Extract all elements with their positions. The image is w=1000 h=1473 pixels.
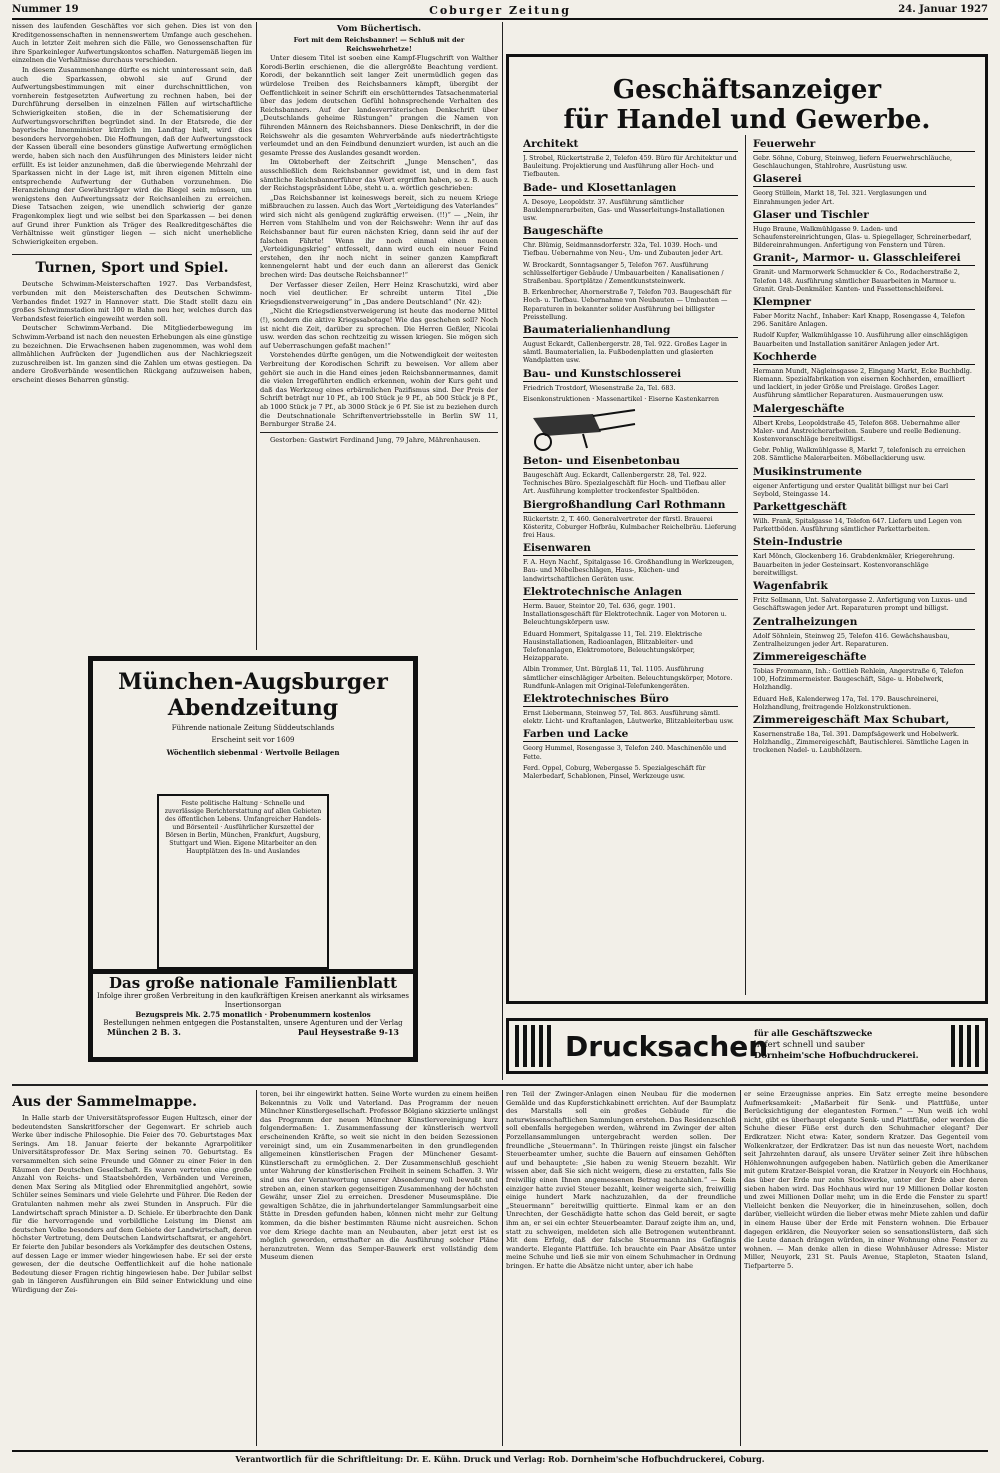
article-paragraph: nissen des laufenden Geschäftes vor sich gehen. Dies ist von den Kreditgenossenschaften in nennenswertem Umfange auch geschehen. Auch in letzter Zeit mehren sich die Fälle, wo Genossenschaften für ihre Sparkeinleger Aufwertungskontos schaffen. Naturgemäß liegen im einzelnen die Verhältnisse durchaus verschieden.	[12, 22, 252, 65]
directory-section-heading: Kochherde	[753, 351, 975, 365]
banner-title: Drucksachen	[565, 1030, 769, 1063]
directory-section-heading: Elektrotechnisches Büro	[523, 693, 738, 707]
directory-entry: Faber Moritz Nachf., Inhaber: Karl Knapp, Rosengasse 4, Telefon 296. Sanitäre Anlagen.	[753, 312, 965, 329]
directory-entry: Eduard Hommert, Spitalgasse 11, Tel. 219. Elektrische Hausinstallationen, Radioanlagen, Blitzableiter- und Telefonanlagen, Elektromotore, Beleuchtungskörper, Heizapparate.	[523, 629, 702, 663]
column-divider	[256, 1090, 257, 1446]
directory-entry: Hermann Mundt, Nägleinsgasse 2, Eingang Markt, Ecke Buchbdlg. Riemann. Spezialfabrikation von eisernen Kochherden, emailliert und lackiert, in jeder Größe und Preislage. Großes Lager. Ausführung sämtlicher Reparaturen. Ausmauerungen usw.	[753, 366, 972, 400]
sammelmappe-col-3	[506, 1090, 736, 1446]
ad-tagline: Führende nationale Zeitung Süddeutschlands	[171, 724, 335, 732]
directory-entry: F. A. Heyn Nachf., Spitalgasse 16. Großhandlung in Werkzeugen, Bau- und Möbelbeschlägen, Haus-, Küchen- und landwirtschaftlichen Geräten usw.	[523, 558, 735, 583]
directory-entry: B. Erkenbrecher, Ahornerstraße 7, Telefon 703. Baugeschäft für Hoch- u. Tiefbau. Uebernahme von Neubauten — Umbauten — Reparaturen in bekannter solider Ausführung bei billigster Preisstellung.	[523, 288, 732, 321]
column-1	[12, 22, 252, 650]
imprint-footer: Verantwortlich für die Schriftleitung: Dr. E. Kühn. Druck und Verlag: Rob. Dornheim'sche Hofbuchdruckerei, Coburg.	[12, 1450, 988, 1468]
directory-entry: Karl Mönch, Glockenberg 16. Grabdenkmäler, Kriegerehrung. Bauarbeiten in jeder Gesteinsart. Kostenvoranschläge bereitwilligst.	[753, 552, 955, 577]
directory-entry: Rückertstr. 2, T. 460. Generalvertreter der fürstl. Brauerei Kösteritz, Coburger Hofbräu, Kulmbacher Reichelbräu. Lieferung frei Haus.	[523, 514, 737, 540]
banner-stripe	[515, 1025, 519, 1067]
banner-stripe	[975, 1025, 979, 1067]
issue-date: 24. Januar 1927	[898, 4, 988, 15]
directory-section-heading: Feuerwehr	[753, 138, 975, 152]
directory-entry: Eduard Heß, Kalenderweg 17a, Tel. 179. Bauschreinerei, Holzhandlung, freitragende Holzkonstruktionen.	[753, 694, 939, 711]
article-paragraph: ren Teil der Zwinger-Anlagen einen Neubau für die modernen Gemälde und das Kupferstichkabinett errichten. Auf der Baumplatz des Marstalls soll ein großes Gebäude für die naturwissenschaftlichen Sammlungen erstehen. Das Residenzschloß soll ebenfalls hergegeben werden, während im Zwinger der alten Porzellansammlungen untergebracht werden sollen. Der freundliche „Steuermann“. In Thüringen reiste jüngst ein falscher Steuerbeamter umher, suchte die Bauern auf einsamen Gehöften auf und behauptete: „Sie haben zu wenig Steuern bezahlt. Wir wissen aber, daß Sie sich nicht weigern, diese zu erstatten, falls Sie freiwillig einen Ihnen angemessenen Betrag nachzahlen.“ — Kein einziger hatte zuviel Steuer bezahlt, keiner weigerte sich, freiwillig einige hundert Mark nachzuzahlen, da der freundliche „Steuermann“ bereitwillig quittierte. Einmal kam er an den Unrechten, der Geschädigte hatte schon das Geld bereit, er sagte ihm an, er sei ein echter Steuerbeamter. Darauf zeigte ihm an, und, statt zu schweigen, meldeten sich alle Betrogenen wutentbrannt. Mit dem Erfolg, daß der falsche Steuermann ins Gefängnis wanderte. Elegante Plattfüße. Ich brauchte ein Paar Absätze unter meine Schuhe und ließ sie mir von einem Schuhmacher in Ordnung bringen. Er hatte die Absätze nicht unter, aber ich habe	[506, 1090, 736, 1270]
ad-title-2: Abendzeitung	[167, 695, 339, 721]
sammelmappe-heading: Aus der Sammelmappe.	[12, 1094, 198, 1110]
directory-entry: Granit- und Marmorwerk Schmuckler & Co., Rodacherstraße 2, Telefon 148. Ausführung sämtlicher Bauarbeiten in Marmor u. Granit. Grab-Denkmäler. Kanten- und Fassettenschleiferei.	[753, 268, 960, 293]
column-divider	[740, 1090, 741, 1446]
sammelmappe-col-1	[12, 1090, 252, 1446]
directory-section-heading: Malergeschäfte	[753, 403, 975, 417]
wheelbarrow-illustration	[523, 406, 738, 452]
directory-entry: Baugeschäft Aug. Eckardt, Callenbergerstr. 28, Tel. 922. Technisches Büro. Spezialgeschäft für Hoch- und Tiefbau aller Art. Ausführung kompletter trockenfester Spaltböden.	[523, 471, 726, 496]
banner-line-2: liefert schnell und sauber	[754, 1040, 865, 1050]
muenchen-augsburger-ad	[88, 656, 418, 974]
article-subtitle: Fort mit dem Reichsbanner! — Schluß mit der Reichswehrhetze!	[293, 36, 465, 53]
article-paragraph: toren, bei ihr eingewirkt hatten. Seine Worte wurden zu einem heißen Bekenntnis zu Volk und Vaterland. Das Programm der neuen Münchner Künstlergesellschaft. Professor Bölgiano skizzierte unlängst das Programm der neuen Münchner Künstlervereinigung kurz folgendermaßen: 1. Zusammenfassung der künstlerisch wertvoll erscheinenden Kräfte, so weit sie nicht in den beiden Sezessionen vereinigt sind, um ein Zusammenarbeiten in den grundlegenden allgemeinen künstlerischen Fragen der Münchener Gesamt-Künstlerschaft zu ermöglichen. 2. Der Zusammenschluß geschieht unter Wahrung der künstlerischen Freiheit in seinem Schaffen. 3. Wir sind uns der Verantwortung unserer Absonderung voll bewußt und streben an, einen starken gegenseitigen Zusammenhang der höchsten Gewähr, unser Ziel zu erreichen. Dresdener Museumspläne. Die gewaltigen Schätze, die in jahrhundertelanger Sammlungsarbeit eine Stätte in Dresden gefunden haben, können nicht mehr zur Geltung kommen, da die bisher bestimmten Räume nicht ausreichen. Schon vor dem Kriege dachte man an Neubauten, aber jetzt erst ist es möglich geworden, ernsthafter an die Ausführung solcher Pläne heranzutreten. Wenn das Semper-Bauwerk erst vollständig dem Museum dienen	[260, 1090, 498, 1262]
ad-since: Erscheint seit vor 1609	[211, 736, 295, 744]
directory-entry: Adolf Söhnlein, Steinweg 25, Telefon 416. Gewächshausbau, Zentralheizungen jeder Art. Reparaturen.	[753, 631, 950, 648]
obituary-notice: Gestorben: Gastwirt Ferdinand Jung, 79 Jahre, Mährenhausen.	[270, 435, 481, 444]
article-paragraph: Der Verfasser dieser Zeilen, Herr Heinz Kraschutzki, wird aber noch viel deutlicher. Er schreibt unterm Titel „Die Kriegsdienstverweigerung“ in „Das andere Deutschland“ (Nr. 42):	[260, 280, 498, 306]
directory-entry: Georg Hummel, Rosengasse 3, Telefon 240. Maschinenöle und Fette.	[523, 744, 727, 761]
directory-entry: Herm. Bauer, Steintor 20, Tel. 636, gegr. 1901. Installationsgeschäft für Elektrotechnik. Lager von Motoren u. Beleuchtungskörpern usw.	[523, 601, 727, 627]
directory-section-heading: Klempner	[753, 296, 975, 310]
section-heading: Vom Büchertisch.	[336, 24, 422, 34]
directory-section-heading: Zimmereigeschäft Max Schubart,	[753, 714, 975, 728]
ad-street: Paul Heysestraße 9-13	[297, 1027, 399, 1037]
article-quote: „Nicht die Kriegsdienstverweigerung ist heute das moderne Mittel (!), sondern die aktive Kriegssabotage! Wie das geschehen soll? Noch ist nicht die Zeit, darüber zu sprechen. Die Herren Geßler, Nicolai usw. werden das schon rechtzeitig zu wissen kriegen. Sie mögen sich auf Ueberraschungen gefaßt machen!“	[260, 307, 498, 350]
ad-weekly: Wöchentlich siebenmal · Wertvolle Beilagen	[166, 748, 340, 757]
banner-text	[754, 1029, 919, 1062]
divider	[12, 254, 252, 255]
banner-line-1: für alle Geschäftszwecke	[754, 1029, 873, 1039]
directory-section-heading: Wagenfabrik	[753, 580, 975, 594]
ad-reach: Infolge ihrer großen Verbreitung in den kaufkräftigen Kreisen anerkannt als wirksames Insertionsorgan	[96, 992, 410, 1009]
sammelmappe-col-4	[744, 1090, 988, 1446]
directory-entry: Ferd. Oppel, Coburg, Webergasse 5. Spezialgeschäft für Malerbedarf, Schablonen, Pinsel, Werkzeuge usw.	[523, 763, 706, 780]
directory-section-heading: Bau- und Kunstschlosserei	[523, 368, 738, 382]
muenchen-ad-bottom	[88, 972, 418, 1062]
sammelmappe-col-2	[260, 1090, 498, 1446]
ad-price: Bezugspreis Mk. 2.75 monatlich · Probenummern kostenlos	[135, 1010, 371, 1019]
directory-section-heading: Glaser und Tischler	[753, 209, 975, 223]
article-paragraph: Deutsche Schwimm-Meisterschaften 1927. Das Verbandsfest, verbunden mit den Meisterschaften des Deutschen Schwimm-Verbandes findet 1927 in Hannover statt. Die Stadt stellt dazu ein großes Schwimmstadion mit 100 m Bahn neu her, welches durch das Verbandsfest feierlich eingeweiht werden soll.	[12, 280, 252, 323]
directory-section-heading: Farben und Lacke	[523, 728, 738, 742]
ad-title: München-Augsburger	[118, 669, 388, 695]
directory-title-line-2: für Handel und Gewerbe.	[563, 105, 931, 135]
directory-entry: Hugo Braune, Walkmühlgasse 9. Laden- und Schaufenstereinrichtungen, Glas- u. Spiegellager, Schreinerbedarf, Bildereinrahmungen. Anfertigung von Fenstern und Türen.	[753, 224, 972, 250]
directory-entry: Wilh. Frank, Spitalgasse 14, Telefon 647. Liefern und Legen von Parkettböden. Ausführung sämtlicher Parkettarbeiten.	[753, 517, 962, 534]
directory-entry: Chr. Blümig, Seidmannsdorferstr. 32a, Tel. 1039. Hoch- und Tiefbau. Uebernahme von Neu-, Um- und Zubauten jeder Art.	[523, 241, 723, 258]
directory-entry: eigener Anfertigung und erster Qualität billigst nur bei Carl Seybold, Steingasse 14.	[753, 481, 949, 498]
banner-stripe	[547, 1025, 551, 1067]
drucksachen-banner	[506, 1018, 988, 1074]
directory-entry: Albert Krebs, Leopoldstraße 45, Telefon 868. Uebernahme aller Maler- und Anstreicherarbeiten. Saubere und reelle Bedienung. Kostenvoranschläge bereitwilligst.	[753, 418, 961, 444]
directory-section-heading: Elektrotechnische Anlagen	[523, 586, 738, 600]
directory-section-heading: Musikinstrumente	[753, 466, 975, 480]
directory-section-heading: Architekt	[523, 138, 738, 152]
directory-entry: Kasernenstraße 18a, Tel. 391. Dampfsägewerk und Hobelwerk. Holzhandlg., Zimmereigeschäft, Bautischlerei. Sämtliche Lagen in trockenen Nadel- u. Laubhölzern.	[753, 729, 969, 755]
directory-section-heading: Stein-Industrie	[753, 536, 975, 550]
directory-section-heading: Baumaterialienhandlung	[523, 324, 738, 338]
directory-section-heading: Parkettgeschäft	[753, 501, 975, 515]
masthead: Coburger Zeitung	[429, 4, 571, 17]
section-divider	[12, 1084, 988, 1086]
ad-features: Feste politische Haltung · Schnelle und zuverlässige Berichterstattung auf allen Gebieten des öffentlichen Lebens. Umfangreicher Handels- und Börsenteil · Ausführlicher Kurszettel der Börsen in Berlin, München, Frankfurt, Augsburg, Stuttgart und Wien. Eigene Mitarbeiter an den Hauptplätzen des In- und Auslandes	[157, 794, 329, 969]
article-quote: „Das Reichsbanner ist keineswegs bereit, sich zu neuem Kriege mißbrauchen zu lassen. Auch das Wort „Verteidigung des Vaterlandes“ wird sich nicht als genügend zugkräftig erweisen. (!!)“ — „Nein, ihr Herren vom Stahlhelm und von der Reichswehr: Wenn ihr auf das Reichsbanner baut für euren nächsten Krieg, dann seid ihr auf der falschen Fährte! Wenn ihr noch einmal einen neuen „Verteidigungskrieg“ entfesselt, dann wird euch ein neuer Feind erstehen, den ihr noch nicht in seiner ganzen Kampfkraft kennengelernt habt und der euch dann an allererst das Genick brechen wird: Das deutsche Reichsbanner!“	[260, 193, 498, 280]
directory-entry: Rudolf Kupfer, Walkmühlgasse 10. Ausführung aller einschlägigen Bauarbeiten und Installation sanitärer Anlagen jeder Art.	[753, 331, 968, 348]
banner-stripe	[967, 1025, 971, 1067]
directory-right-column	[753, 135, 975, 995]
directory-entry: Eisenkonstruktionen · Massenartikel · Eiserne Kastenkarren	[523, 394, 720, 403]
directory-entry: W. Brockardt, Sonntagsanger 5, Telefon 767. Ausführung schlüsselfertiger Gebäude / Umbauarbeiten / Kanalisationen / Straßenbau. Sportplätze / Zementkunststeinwerk.	[523, 260, 724, 286]
directory-entry: Gebr. Pohlig, Walkmühlgasse 8, Markt 7, telefonisch zu erreichen 208. Sämtliche Malerarbeiten. Möbellackierung usw.	[753, 446, 966, 463]
directory-section-heading: Beton- und Eisenbetonbau	[523, 455, 738, 469]
ad-family-slogan: Das große nationale Familienblatt	[108, 974, 398, 992]
directory-title	[509, 75, 985, 135]
article-paragraph: Im Oktoberheft der Zeitschrift „Junge Menschen“, das ausschließlich dem Reichsbanner gewidmet ist, und in dem fast sämtliche Reichsbannerführer das Wort ergriffen haben, so z. B. auch der Reichstagspräsident Löbe, steht u. a. wörtlich geschrieben:	[260, 158, 498, 193]
issue-number: Nummer 19	[12, 4, 79, 15]
article-paragraph: Unter diesem Titel ist soeben eine Kampf-Flugschrift von Walther Korodi-Berlin erschienen, die die allergrößte Beachtung verdient. Korodi, der bekanntlich seit langer Zeit unermüdlich gegen das würdelose Treiben des Reichsbanners kämpft, übergibt der Oeffentlichkeit in seiner Schrift ein erschütterndes Tatsachenmaterial über das jedem deutschen Gefühl hohnsprechende Verhalten des Reichsbanners. Auf der landesverräterischen Denkschrift über „Deutschlands geheime Rüstungen“ prangen die Namen von führenden Männern des Reichsbanners. Diese Denkschrift, in der die Reichswehr als die gesamten Wehrverbände aufs niederträchtigste verleumdet und an den Feindbund denunziert wurden, ist auch an die gesamte Presse des Auslandes gesandt worden.	[260, 54, 498, 157]
directory-section-heading: Biergroßhandlung Carl Rothmann	[523, 499, 738, 513]
directory-divider	[745, 135, 746, 995]
banner-stripe	[959, 1025, 963, 1067]
directory-section-heading: Glaserei	[753, 173, 975, 187]
directory-entry: Gebr. Söhne, Coburg, Steinweg, liefern Feuerwehrschläuche, Geschlauchungen, Stahlrohre, Ausrüstung usw.	[753, 154, 953, 171]
directory-entry: Georg Stüllein, Markt 18, Tel. 321. Verglasungen und Einrahmungen jeder Art.	[753, 189, 927, 206]
directory-section-heading: Baugeschäfte	[523, 225, 738, 239]
banner-stripe	[951, 1025, 955, 1067]
directory-section-heading: Eisenwaren	[523, 542, 738, 556]
directory-title-line-1: Geschäftsanzeiger	[612, 75, 882, 105]
banner-stripe	[523, 1025, 527, 1067]
directory-entry: Friedrich Trostdorf, Wiesenstraße 2a, Tel. 683.	[523, 383, 676, 392]
directory-entry: J. Strobel, Rückertstraße 2, Telefon 459. Büro für Architektur und Bauleitung. Projektierung und Ausführung aller Hoch- und Tiefbauten.	[523, 154, 737, 179]
column-2	[260, 22, 498, 650]
banner-line-3: Dornheim'sche Hofbuchdruckerei.	[754, 1051, 919, 1061]
divider	[260, 432, 498, 433]
directory-section-heading: Bade- und Klosettanlagen	[523, 182, 738, 196]
business-directory	[506, 54, 988, 1004]
column-divider	[256, 22, 257, 650]
directory-entry: Ernst Liebermann, Steinweg 57, Tel. 863. Ausführung sämtl. elektr. Licht- und Kraftanlagen, Läutwerke, Blitzableiterbau usw.	[523, 708, 734, 726]
column-divider	[502, 22, 503, 1080]
directory-left-column	[523, 135, 738, 995]
directory-entry: August Eckardt, Callenbergerstr. 28, Tel. 922. Großes Lager in sämtl. Baumaterialien, la. Fußbodenplatten und glasierten Wandplatten usw.	[523, 340, 727, 365]
directory-section-heading: Granit-, Marmor- u. Glasschleiferei	[753, 252, 975, 266]
directory-entry: A. Desoye, Leopoldstr. 37. Ausführung sämtlicher Bauklempnerarbeiten, Gas- und Wasserleitungs-Installationen usw.	[523, 197, 725, 223]
directory-section-heading: Zentralheizungen	[753, 616, 975, 630]
directory-entry: Tobias Frommann, Inh.: Gottlieb Rehlein, Angerstraße 6, Telefon 100, Hofzimmermeister. Baugeschäft, Säge- u. Hobelwerk, Holzhandlg.	[753, 666, 964, 692]
wheelbarrow-icon	[523, 406, 643, 452]
directory-section-heading: Zimmereigeschäfte	[753, 651, 975, 665]
directory-entry: Fritz Sollmann, Unt. Salvatorgasse 2. Anfertigung von Luxus- und Geschäftswagen jeder Art. Reparaturen prompt und billigst.	[753, 596, 968, 613]
article-paragraph: Deutscher Schwimm-Verband. Die Mitgliederbewegung im Schwimm-Verband ist nach den neuesten Erhebungen als eine günstige zu bezeichnen. Die Erwachsenen haben zugenommen, was wohl dem allmählichen Aufrücken der Jugendlichen aus der Nachkriegszeit zuzuschreiben ist. Im ganzen sind die Zahlen um etwas gestiegen. Da andere Großverbände wesentlichen Rückgang aufzuweisen haben, erscheint dieses Beharren günstig.	[12, 324, 252, 384]
article-paragraph: In Halle starb der Universitätsprofessor Eugen Hultzsch, einer der bedeutendsten Sanskritforscher der Gegenwart. Er schrieb auch Werke über indische Philosophie. Die Feier des 70. Geburtstages Max Serings. Am 18. Januar feierte der bekannte Agrarpolitiker Universitätsprofessor Dr. Max Sering seinen 70. Geburtstag. Es versammelten sich seine Freunde und Gönner zu einer Feier in den Räumen der Deutschen Gesellschaft. Es waren vertreten eine große Anzahl von Reichs- und Staatsbehörden, Verbänden und Vereinen, denen Max Sering als Mitglied oder Ehrenmitglied angehört, sowie Schüler seines Seminars und viele Gelehrte und Führer. Die Reden der Gratulanten nahmen mehr als zwei Stunden in Anspruch. Für die Landwirtschaft sprach Minister a. D. Schiele. Er überbrachte den Dank für die hervorragende und vorbildliche Leistung im Dienst am deutschen Volke besonders auf dem Gebiete der Landwirtschaft, deren höchster Vertretung, dem Deutschen Landwirtschaftsrat, er angehört. Er feierte den Jubilar besonders als Vorkämpfer des deutschen Ostens, auf dessen Lage er immer wieder hingewiesen habe. Er sei der erste gewesen, der die deutsche Oeffentlichkeit auf die hohe nationale Bedeutung dieser Fragen richtig hingewiesen habe. Der Jubilar selbst gab in längeren Ausführungen ein Bild seiner Entwicklung und eine Würdigung der Zei-	[12, 1114, 252, 1294]
column-divider	[502, 1090, 503, 1446]
article-paragraph: er seine Erzeugnisse anpries. Ein Satz erregte meine besondere Aufmerksamkeit: „Maßarbeit für Senk- und Plattfüße, unter Berücksichtigung der elegantesten Formen.“ — Nun weiß ich wohl nicht, gibt es überhaupt elegante Senk- und Plattfüße, oder werden die Schuhe dieser Füße erst durch den Schuhmacher elegant? Der Erdkratzer. Nicht etwa: Kater, sondern Kratzer. Das Gegenteil vom Wolkenkratzer, der Erdkratzer. Das ist nun das neueste Wort, nachdem seit Jahrzehnten darauf, als unsere Urväter seiner Zeit ihre hübschen Höhlenwohnungen aufgegeben haben. Natürlich geben die Amerikaner mit gutem Kratzer-Beispiel voran, die Kratzer in Neuyork ein Hochhaus, das über der Erde nur zehn Stockwerke, unter der Erde aber deren sieben haben wird. Das Hochhaus wird nur 19 Millionen Dollar kosten und zwei Millionen Dollar mehr, um in die Erde die Fenster zu spart! Vielleicht benken die Neuyorker, die in hineinzusehen, sollen, doch darüber, vielleicht würden die lieber etwas mehr Miete zahlen und dafür in einem Hause über der Erde mit Fenstern wohnen. Die Erbauer dagegen erklären, die Neuyorker seien so sensationslüstern, daß sich die Leute danach drängen würden, in einer Wohnung ohne Fenster zu wohnen. — Man denke allen in diese Wohnhäuser Adresse: Mister Miller, Neuyork, 231 St. Pauls Avenue, Stapleton, Staaten Island, Tiefparterre 5.	[744, 1090, 988, 1270]
sport-heading: Turnen, Sport und Spiel.	[35, 260, 229, 277]
directory-entry: Albin Trommer, Unt. Bürglaß 11, Tel. 1105. Ausführung sämtlicher einschlägiger Arbeiten. Beleuchtungskörper, Motore. Rundfunk-Anlagen mit Original-Telefunkengeräten.	[523, 665, 733, 690]
banner-stripe	[531, 1025, 535, 1067]
banner-stripe	[539, 1025, 543, 1067]
ad-orders: Bestellungen nehmen entgegen die Postanstalten, unsere Agenturen und der Verlag	[103, 1019, 403, 1027]
ad-city: München 2 B. 3.	[107, 1027, 181, 1037]
article-paragraph: In diesem Zusammenhange dürfte es nicht uninteressant sein, daß auch die Sparkassen, obwohl sie auf Grund der Aufwertungsbestimmungen mit einer durchschnittlichen, von vornherein festgesetzten Aufwertung zu rechnen haben, bei der Durchführung derselben in einzelnen Fällen auf wirtschaftliche Schwierigkeiten stoßen, die in der Schematisierung der Aufwertungsvorschriften begründet sind. In der Etatsrede, die der bayerische Innenminister kürzlich im Landtag hielt, wird dies besonders hervorgehoben. Die Hoffnungen, daß der Aufwertungsstock der Kassen überall eine besonders günstige Aufwertung ermöglichen werde, haben sich nach den Ausführungen des Ministers leider nicht erfüllt. Es ist leider anzunehmen, daß die überwiegende Mehrzahl der Sparkassen nicht in der Lage ist, mit ihren eigenen Mitteln eine entsprechende Aufwertung der Guthaben vorzunehmen. Die Heranziehung der Gewährsträger wird die Riegel sein müssen, um wenigstens den Aufwertungssatz der Reichsanleihen zu erreichen. Diese Tatsachen zeigen, wie unendlich schwierig der ganze Fragenkomplex liegt und wie selbst bei den Sparkassen — bei denen auf Grund ihrer Funktion als Träger des Realkreditgeschäftes die Verhältnisse weit günstiger liegen — sich nicht unerhebliche Schwierigkeiten ergeben.	[12, 65, 252, 246]
article-paragraph: Vorstehendes dürfte genügen, um die Notwendigkeit der weitesten Verbreitung der Korodischen Schrift zu beweisen. Vor allem aber gehört sie auch in die Hand eines jeden Reichsbannermannes, damit die vielen Irregeführten endlich erkennen, wohin der Kurs geht und daß das Werkzeug eines erbärmlichen Pazifismus sind. Der Preis der Schrift beträgt nur 10 Pf., ab 100 Stück je 9 Pf., ab 500 Stück je 8 Pf., ab 1000 Stück je 7 Pf., ab 3000 Stück je 6 Pf. Sie ist zu beziehen durch die Deutschnationale Schriftenvertriebsstelle in Berlin SW 11, Bernburger Straße 24.	[260, 351, 498, 429]
page-header	[12, 4, 988, 20]
